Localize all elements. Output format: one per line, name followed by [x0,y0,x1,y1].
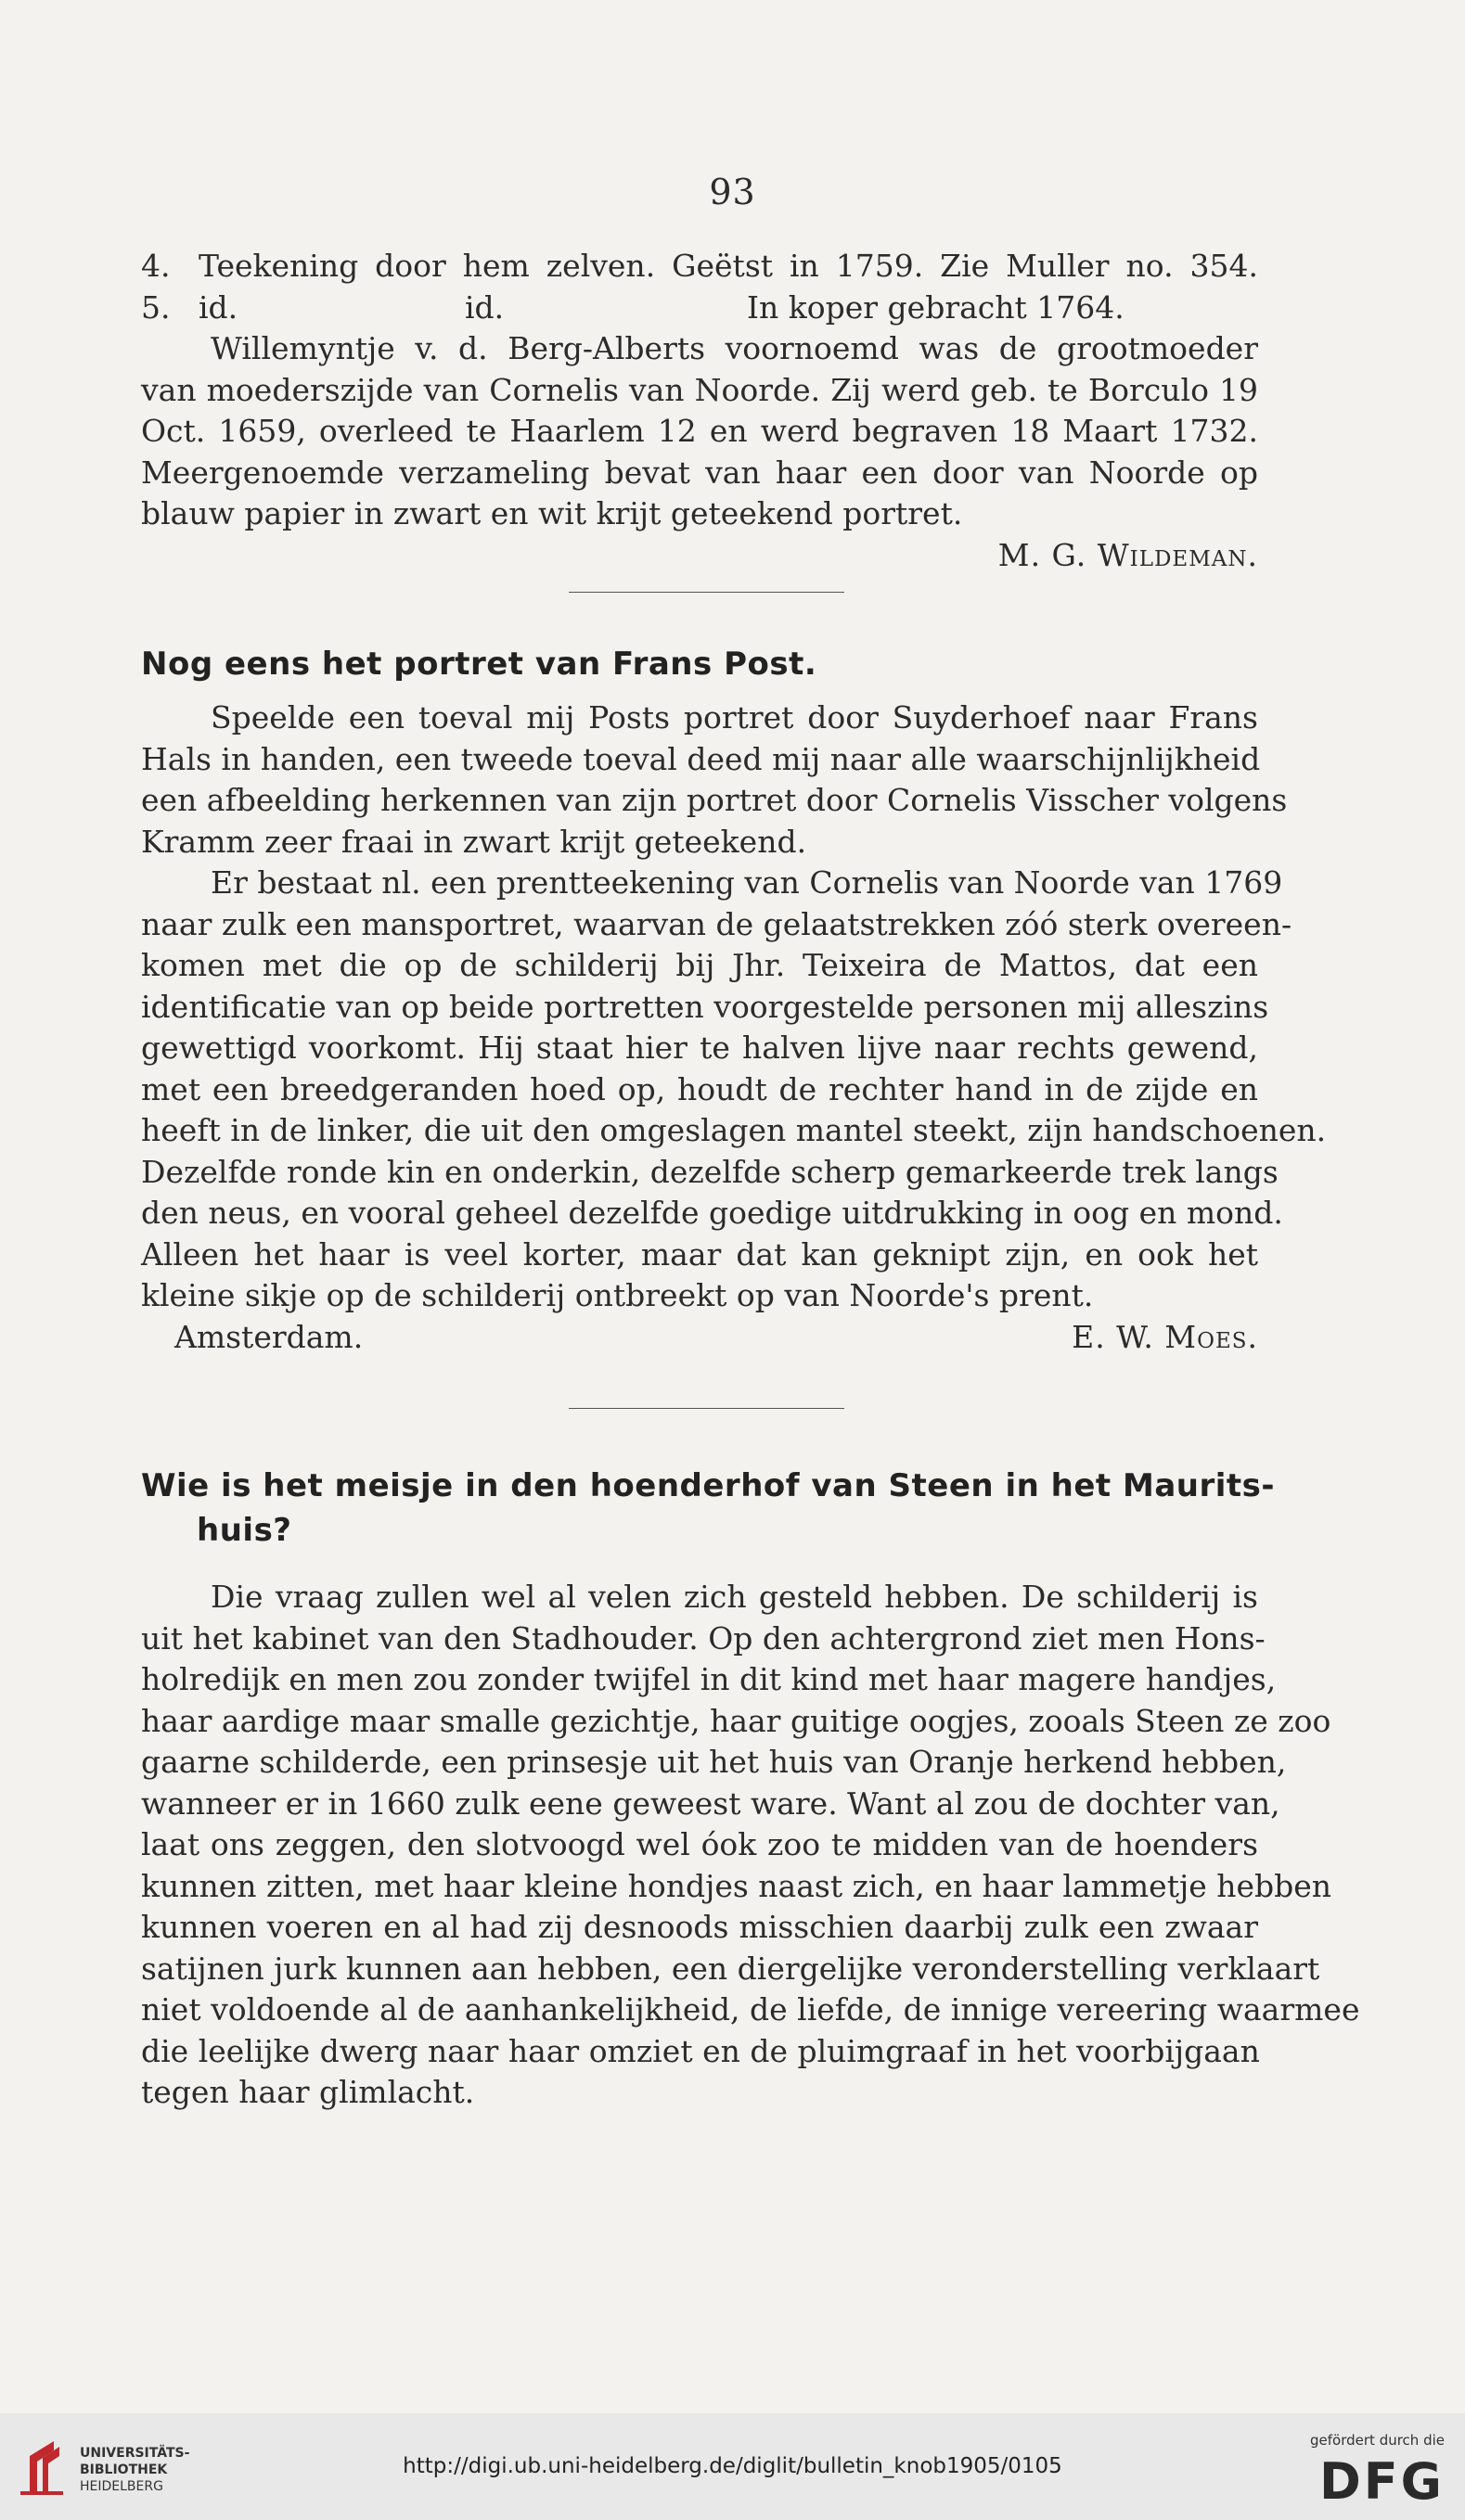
list-item [141,246,1258,288]
text-line: Er bestaat nl. een prentteekening van Cornelis van Noorde van 1769 [211,864,1283,901]
text-line: haar aardige maar smalle gezichtje, haar guitige oogjes, zooals Steen ze zoo [141,1702,1331,1739]
funded-by-label: gefördert durch die [1310,2432,1445,2449]
text-line: Speelde een toeval mij Posts portret door Suyderhoef naar Frans [211,699,1258,736]
text-line: naar zulk een mansportret, waarvan de gelaatstrekken zóó sterk overeen- [141,905,1292,942]
text-line: holredijk en men zou zonder twijfel in dit kind met haar magere handjes, [141,1661,1277,1697]
list-text: Teekening door hem zelven. Geëtst in 1759. Zie Muller no. 354. [199,248,1258,284]
text-line: kleine sikje op de schilderij ontbreekt op van Noorde's prent. [141,1277,1094,1313]
library-name: UNIVERSITÄTS- BIBLIOTHEK HEIDELBERG [80,2446,190,2494]
text-line: gewettigd voorkomt. Hij staat hier te halven lijve naar rechts gewend, [141,1030,1258,1066]
dfg-logo: DFG [1318,2452,1445,2511]
text-line: blauw papier in zwart en wit krijt geteekend portret. [141,495,963,531]
heading-line: huis? [197,1512,292,1549]
list-id: id. [465,288,505,326]
list-number: 4. [141,248,171,284]
section-divider [569,592,844,593]
text-line: komen met die op de schilderij bij Jhr. Teixeira de Mattos, dat een [141,947,1258,983]
text-line: heeft in de linker, die uit den omgeslagen mantel steekt, zijn handschoenen. [141,1112,1327,1148]
text-line: kunnen voeren en al had zij desnoods misschien daarbij zulk een zwaar [141,1909,1258,1945]
place-name: Amsterdam. [174,1318,364,1355]
section-steen-hoenderhof [141,1577,1360,2114]
text-line: identificatie van op beide portretten voorgestelde personen mij alleszins [141,988,1269,1025]
text-line: niet voldoende al de aanhankelijkheid, de liefde, de innige vereering waarmee [141,1991,1360,2028]
text-line: van moederszijde van Cornelis van Noorde. Zij werd geb. te Borculo 19 [141,371,1258,408]
text-line: uit het kabinet van den Stadhouder. Op den achtergrond ziet men Hons- [141,1619,1266,1657]
footer-bar [0,2413,1465,2520]
text-line: Hals in handen, een tweede toeval deed mij naar alle waarschijnlijkheid [141,740,1261,777]
section-frans-post [141,697,1327,1358]
text-line: Oct. 1659, overleed te Haarlem 12 en werd begraven 18 Maart 1732. [141,413,1258,449]
author-name: E. W. Moes. [1072,1318,1258,1355]
author-signature: M. G. Wildeman. [997,536,1258,573]
text-line: die leelijke dwerg naar haar omziet en de pluimgraaf in het voorbijgaan [141,2032,1260,2069]
list-id: id. [199,288,238,326]
text-line: kunnen zitten, met haar kleine hondjes naast zich, en haar lammetje hebben [141,1867,1332,1904]
text-line: een afbeelding herkennen van zijn portret door Cornelis Visscher volgens [141,782,1288,818]
list-item [141,288,1258,329]
text-line: wanneer er in 1660 zulk eene geweest ware. Want al zou de dochter van, [141,1784,1280,1822]
text-line: den neus, en vooral geheel dezelfde goedige uitdrukking in oog en mond. [141,1195,1283,1231]
list-text: In koper gebracht 1764. [747,288,1124,326]
text-line: Kramm zeer fraai in zwart krijt geteekend. [141,823,807,860]
text-line: Die vraag zullen wel al velen zich gesteld hebben. De schilderij is [211,1579,1258,1615]
text-line: tegen haar glimlacht. [141,2074,475,2110]
text-line: met een breedgeranden hoed op, houdt de rechter hand in de zijde en [141,1070,1258,1107]
heading-line: Wie is het meisje in den hoenderhof van Steen in het Maurits- [141,1467,1275,1504]
text-line: Alleen het haar is veel korter, maar dat kan geknipt zijn, en ook het [141,1235,1258,1273]
text-line: laat ons zeggen, den slotvoogd wel óok zoo te midden van de hoenders [141,1826,1258,1862]
text-line: Willemyntje v. d. Berg-Alberts voornoemd was de grootmoeder [211,330,1258,366]
section-divider [569,1408,844,1409]
text-line: Dezelfde ronde kin en onderkin, dezelfde scherp gemarkeerde trek langs [141,1153,1279,1190]
page-number: 93 [709,172,756,212]
section-cornelis-van-noorde [141,246,1258,576]
author-signature [141,1317,1258,1359]
text-line: satijnen jurk kunnen aan hebben, een diergelijke veronderstelling verklaart [141,1950,1320,1987]
text-line: gaarne schilderde, een prinsesje uit het huis van Oranje herkend hebben, [141,1744,1287,1780]
source-url-link[interactable]: http://digi.ub.uni-heidelberg.de/diglit/bulletin_knob1905/0105 [403,2454,1062,2478]
text-line: Meergenoemde verzameling bevat van haar een door van Noorde op [141,454,1258,491]
section-heading: Nog eens het portret van Frans Post. [141,646,817,683]
section-heading [141,1464,1275,1553]
list-number: 5. [141,288,171,326]
